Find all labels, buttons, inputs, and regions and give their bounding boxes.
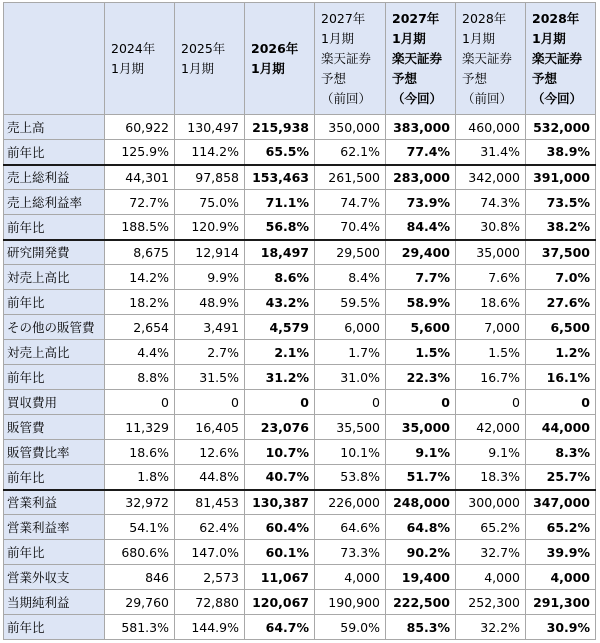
table-cell: 125.9% bbox=[105, 140, 175, 165]
table-cell: 226,000 bbox=[315, 490, 386, 515]
table-cell: 11,067 bbox=[245, 565, 315, 590]
table-cell: 60.1% bbox=[245, 540, 315, 565]
row-label: 営業利益 bbox=[4, 490, 105, 515]
table-cell: 0 bbox=[245, 390, 315, 415]
column-header-line: 予想 bbox=[321, 70, 347, 86]
table-row bbox=[4, 565, 596, 590]
column-header-line: 1月期 bbox=[181, 60, 214, 76]
table-cell: 31.4% bbox=[456, 140, 526, 165]
table-cell: 14.2% bbox=[105, 265, 175, 290]
table-cell: 1.7% bbox=[315, 340, 386, 365]
table-cell: 130,387 bbox=[245, 490, 315, 515]
table-cell: 31.2% bbox=[245, 365, 315, 390]
column-header-4 bbox=[315, 3, 386, 115]
table-cell: 2,573 bbox=[175, 565, 245, 590]
column-header-line: 楽天証券 bbox=[532, 50, 583, 66]
table-cell: 846 bbox=[105, 565, 175, 590]
table-row bbox=[4, 440, 596, 465]
table-row bbox=[4, 140, 596, 165]
table-cell: 27.6% bbox=[526, 290, 596, 315]
table-cell: 39.9% bbox=[526, 540, 596, 565]
table-cell: 51.7% bbox=[386, 465, 456, 490]
table-cell: 460,000 bbox=[456, 115, 526, 140]
table-cell: 71.1% bbox=[245, 190, 315, 215]
table-cell: 62.1% bbox=[315, 140, 386, 165]
row-label: 前年比 bbox=[4, 465, 105, 490]
table-cell: 29,760 bbox=[105, 590, 175, 615]
table-cell: 1.5% bbox=[456, 340, 526, 365]
table-cell: 18.6% bbox=[105, 440, 175, 465]
column-header-3 bbox=[245, 3, 315, 115]
table-cell: 7.6% bbox=[456, 265, 526, 290]
row-label: 買収費用 bbox=[4, 390, 105, 415]
column-header-line: （今回） bbox=[532, 90, 583, 106]
table-cell: 120.9% bbox=[175, 215, 245, 240]
table-cell: 31.0% bbox=[315, 365, 386, 390]
table-cell: 6,000 bbox=[315, 315, 386, 340]
table-cell: 73.5% bbox=[526, 190, 596, 215]
table-cell: 65.2% bbox=[526, 515, 596, 540]
table-cell: 252,300 bbox=[456, 590, 526, 615]
table-cell: 29,400 bbox=[386, 240, 456, 265]
table-row bbox=[4, 590, 596, 615]
table-cell: 300,000 bbox=[456, 490, 526, 515]
table-row bbox=[4, 515, 596, 540]
row-label: 研究開発費 bbox=[4, 240, 105, 265]
table-cell: 75.0% bbox=[175, 190, 245, 215]
table-cell: 5,600 bbox=[386, 315, 456, 340]
table-cell: 64.7% bbox=[245, 615, 315, 640]
table-cell: 62.4% bbox=[175, 515, 245, 540]
table-cell: 77.4% bbox=[386, 140, 456, 165]
table-cell: 147.0% bbox=[175, 540, 245, 565]
table-cell: 18.3% bbox=[456, 465, 526, 490]
column-header-line: （前回） bbox=[462, 90, 513, 106]
row-label: 前年比 bbox=[4, 540, 105, 565]
column-header-line: 予想 bbox=[392, 70, 418, 86]
table-cell: 42,000 bbox=[456, 415, 526, 440]
table-cell: 342,000 bbox=[456, 165, 526, 190]
table-cell: 81,453 bbox=[175, 490, 245, 515]
table-cell: 6,500 bbox=[526, 315, 596, 340]
table-cell: 2.1% bbox=[245, 340, 315, 365]
table-cell: 32,972 bbox=[105, 490, 175, 515]
table-row bbox=[4, 315, 596, 340]
column-header-line: 2027年 bbox=[392, 10, 440, 26]
table-row bbox=[4, 540, 596, 565]
table-cell: 532,000 bbox=[526, 115, 596, 140]
table-cell: 8,675 bbox=[105, 240, 175, 265]
column-header-line: 予想 bbox=[532, 70, 558, 86]
table-cell: 53.8% bbox=[315, 465, 386, 490]
table-cell: 9.1% bbox=[456, 440, 526, 465]
table-cell: 3,491 bbox=[175, 315, 245, 340]
table-cell: 58.9% bbox=[386, 290, 456, 315]
table-cell: 16,405 bbox=[175, 415, 245, 440]
column-header-line: 1月期 bbox=[111, 60, 144, 76]
table-cell: 29,500 bbox=[315, 240, 386, 265]
table-cell: 1.8% bbox=[105, 465, 175, 490]
table-cell: 8.6% bbox=[245, 265, 315, 290]
table-cell: 74.7% bbox=[315, 190, 386, 215]
row-label: 売上高 bbox=[4, 115, 105, 140]
table-cell: 190,900 bbox=[315, 590, 386, 615]
table-cell: 60,922 bbox=[105, 115, 175, 140]
table-cell: 72,880 bbox=[175, 590, 245, 615]
table-cell: 8.8% bbox=[105, 365, 175, 390]
table-cell: 0 bbox=[456, 390, 526, 415]
table-cell: 0 bbox=[526, 390, 596, 415]
table-cell: 153,463 bbox=[245, 165, 315, 190]
table-cell: 18.6% bbox=[456, 290, 526, 315]
table-cell: 188.5% bbox=[105, 215, 175, 240]
table-cell: 37,500 bbox=[526, 240, 596, 265]
table-cell: 215,938 bbox=[245, 115, 315, 140]
table-cell: 283,000 bbox=[386, 165, 456, 190]
table-cell: 64.8% bbox=[386, 515, 456, 540]
table-cell: 10.7% bbox=[245, 440, 315, 465]
table-row bbox=[4, 490, 596, 515]
table-row bbox=[4, 240, 596, 265]
table-cell: 8.4% bbox=[315, 265, 386, 290]
column-header-line: 1月期 bbox=[321, 30, 354, 46]
table-cell: 0 bbox=[175, 390, 245, 415]
table-row bbox=[4, 340, 596, 365]
row-label: 前年比 bbox=[4, 365, 105, 390]
column-header-line: 2028年 bbox=[532, 10, 580, 26]
column-header-line: 楽天証券 bbox=[462, 50, 513, 66]
row-label: 対売上高比 bbox=[4, 340, 105, 365]
table-row bbox=[4, 615, 596, 640]
table-row bbox=[4, 415, 596, 440]
table-row bbox=[4, 115, 596, 140]
table-cell: 4,000 bbox=[526, 565, 596, 590]
table-cell: 1.5% bbox=[386, 340, 456, 365]
header-row bbox=[4, 3, 596, 115]
table-cell: 4.4% bbox=[105, 340, 175, 365]
row-label: 売上総利益率 bbox=[4, 190, 105, 215]
column-header-line: 2027年 bbox=[321, 10, 366, 26]
financial-table-container bbox=[3, 2, 596, 640]
table-cell: 44,000 bbox=[526, 415, 596, 440]
table-cell: 73.3% bbox=[315, 540, 386, 565]
column-header-6 bbox=[456, 3, 526, 115]
table-cell: 391,000 bbox=[526, 165, 596, 190]
table-cell: 40.7% bbox=[245, 465, 315, 490]
table-cell: 19,400 bbox=[386, 565, 456, 590]
column-header-line: （今回） bbox=[392, 90, 443, 106]
table-cell: 2.7% bbox=[175, 340, 245, 365]
table-cell: 0 bbox=[315, 390, 386, 415]
table-cell: 73.9% bbox=[386, 190, 456, 215]
row-label: 販管費比率 bbox=[4, 440, 105, 465]
row-label: 前年比 bbox=[4, 290, 105, 315]
table-cell: 70.4% bbox=[315, 215, 386, 240]
table-cell: 114.2% bbox=[175, 140, 245, 165]
table-cell: 10.1% bbox=[315, 440, 386, 465]
column-header-line: 2024年 bbox=[111, 40, 156, 56]
column-header-line: 1月期 bbox=[532, 30, 566, 46]
row-label: 当期純利益 bbox=[4, 590, 105, 615]
column-header-line: 2028年 bbox=[462, 10, 507, 26]
table-cell: 32.7% bbox=[456, 540, 526, 565]
table-cell: 350,000 bbox=[315, 115, 386, 140]
row-label: 営業利益率 bbox=[4, 515, 105, 540]
table-cell: 31.5% bbox=[175, 365, 245, 390]
table-cell: 383,000 bbox=[386, 115, 456, 140]
column-header-line: 楽天証券 bbox=[321, 50, 372, 66]
table-cell: 8.3% bbox=[526, 440, 596, 465]
table-cell: 74.3% bbox=[456, 190, 526, 215]
table-cell: 25.7% bbox=[526, 465, 596, 490]
table-cell: 16.7% bbox=[456, 365, 526, 390]
table-cell: 65.2% bbox=[456, 515, 526, 540]
table-cell: 32.2% bbox=[456, 615, 526, 640]
table-row bbox=[4, 190, 596, 215]
table-cell: 222,500 bbox=[386, 590, 456, 615]
column-header-1 bbox=[105, 3, 175, 115]
row-label: 販管費 bbox=[4, 415, 105, 440]
table-cell: 59.5% bbox=[315, 290, 386, 315]
table-cell: 56.8% bbox=[245, 215, 315, 240]
table-cell: 7.0% bbox=[526, 265, 596, 290]
column-header-line: 予想 bbox=[462, 70, 488, 86]
table-cell: 4,579 bbox=[245, 315, 315, 340]
table-cell: 23,076 bbox=[245, 415, 315, 440]
row-label: 前年比 bbox=[4, 140, 105, 165]
column-header-line: 1月期 bbox=[462, 30, 495, 46]
row-label: 前年比 bbox=[4, 615, 105, 640]
table-cell: 35,000 bbox=[386, 415, 456, 440]
column-header-line: 楽天証券 bbox=[392, 50, 443, 66]
table-cell: 12,914 bbox=[175, 240, 245, 265]
table-cell: 120,067 bbox=[245, 590, 315, 615]
row-label: 対売上高比 bbox=[4, 265, 105, 290]
table-cell: 11,329 bbox=[105, 415, 175, 440]
table-cell: 64.6% bbox=[315, 515, 386, 540]
table-row bbox=[4, 465, 596, 490]
table-cell: 60.4% bbox=[245, 515, 315, 540]
table-cell: 44,301 bbox=[105, 165, 175, 190]
column-header-2 bbox=[175, 3, 245, 115]
table-cell: 85.3% bbox=[386, 615, 456, 640]
table-cell: 347,000 bbox=[526, 490, 596, 515]
table-row bbox=[4, 215, 596, 240]
table-row bbox=[4, 165, 596, 190]
column-header-line: 2026年 bbox=[251, 40, 299, 56]
table-row bbox=[4, 365, 596, 390]
row-label: その他の販管費 bbox=[4, 315, 105, 340]
table-cell: 97,858 bbox=[175, 165, 245, 190]
table-cell: 261,500 bbox=[315, 165, 386, 190]
table-cell: 35,000 bbox=[456, 240, 526, 265]
column-header-line: 1月期 bbox=[392, 30, 426, 46]
column-header-line: 2025年 bbox=[181, 40, 226, 56]
table-cell: 0 bbox=[386, 390, 456, 415]
table-cell: 84.4% bbox=[386, 215, 456, 240]
table-cell: 9.1% bbox=[386, 440, 456, 465]
table-cell: 30.9% bbox=[526, 615, 596, 640]
row-label: 営業外収支 bbox=[4, 565, 105, 590]
header-corner-cell bbox=[4, 3, 105, 115]
column-header-line: 1月期 bbox=[251, 60, 285, 76]
table-cell: 43.2% bbox=[245, 290, 315, 315]
column-header-7 bbox=[526, 3, 596, 115]
table-cell: 7.7% bbox=[386, 265, 456, 290]
table-cell: 4,000 bbox=[315, 565, 386, 590]
table-cell: 2,654 bbox=[105, 315, 175, 340]
row-label: 売上総利益 bbox=[4, 165, 105, 190]
table-cell: 90.2% bbox=[386, 540, 456, 565]
table-cell: 22.3% bbox=[386, 365, 456, 390]
row-label: 前年比 bbox=[4, 215, 105, 240]
table-cell: 38.2% bbox=[526, 215, 596, 240]
table-cell: 16.1% bbox=[526, 365, 596, 390]
table-cell: 291,300 bbox=[526, 590, 596, 615]
table-cell: 35,500 bbox=[315, 415, 386, 440]
table-cell: 54.1% bbox=[105, 515, 175, 540]
table-cell: 72.7% bbox=[105, 190, 175, 215]
table-cell: 38.9% bbox=[526, 140, 596, 165]
table-row bbox=[4, 265, 596, 290]
financial-forecast-table bbox=[3, 2, 596, 640]
table-cell: 30.8% bbox=[456, 215, 526, 240]
table-cell: 7,000 bbox=[456, 315, 526, 340]
table-cell: 18.2% bbox=[105, 290, 175, 315]
table-cell: 1.2% bbox=[526, 340, 596, 365]
table-cell: 18,497 bbox=[245, 240, 315, 265]
table-row bbox=[4, 290, 596, 315]
table-cell: 248,000 bbox=[386, 490, 456, 515]
table-cell: 48.9% bbox=[175, 290, 245, 315]
column-header-line: （前回） bbox=[321, 90, 372, 106]
column-header-5 bbox=[386, 3, 456, 115]
table-cell: 4,000 bbox=[456, 565, 526, 590]
table-cell: 581.3% bbox=[105, 615, 175, 640]
table-cell: 130,497 bbox=[175, 115, 245, 140]
table-cell: 12.6% bbox=[175, 440, 245, 465]
table-cell: 65.5% bbox=[245, 140, 315, 165]
table-cell: 59.0% bbox=[315, 615, 386, 640]
table-cell: 144.9% bbox=[175, 615, 245, 640]
table-cell: 44.8% bbox=[175, 465, 245, 490]
table-cell: 9.9% bbox=[175, 265, 245, 290]
table-cell: 680.6% bbox=[105, 540, 175, 565]
table-cell: 0 bbox=[105, 390, 175, 415]
table-row bbox=[4, 390, 596, 415]
